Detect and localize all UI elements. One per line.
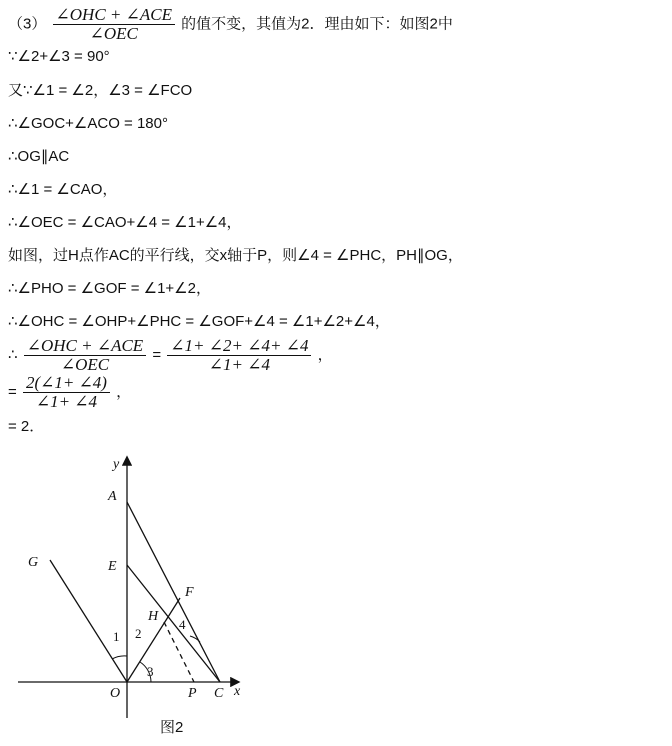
line-11-prefix: ∴: [8, 346, 18, 364]
fraction-left-numerator: ∠OHC + ∠ACE: [24, 337, 146, 356]
label-o: O: [110, 686, 121, 701]
equals-sign: =: [152, 346, 162, 364]
line-12-suffix: ，: [116, 383, 132, 401]
fraction-denominator: ∠OEC: [89, 24, 138, 43]
label-c: C: [214, 686, 224, 701]
line-10: ∴∠OHC = ∠OHP+∠PHC = ∠GOF+∠4 = ∠1+∠2+∠4，: [8, 313, 390, 330]
label-y: y: [113, 457, 120, 472]
label-h: H: [148, 609, 159, 624]
line-8: 如图，过H点作AC的平行线，交x轴于P，则∠4 = ∠PHC，PH∥OG，: [8, 247, 463, 264]
fraction-right: [167, 337, 311, 374]
figure-caption: 图2: [160, 719, 184, 736]
label-g: G: [28, 555, 39, 570]
label-x: x: [234, 684, 241, 699]
fraction-numerator: ∠OHC + ∠ACE: [53, 6, 175, 25]
fraction-ohc-ace-over-oec: [53, 6, 175, 43]
line-1-prefix: （3）: [8, 15, 47, 33]
line-2: ∵∠2+∠3 = 90°: [8, 48, 110, 65]
line-7: ∴∠OEC = ∠CAO+∠4 = ∠1+∠4，: [8, 214, 242, 231]
angle-arc-1: [112, 656, 127, 659]
line-ac: [127, 502, 220, 682]
angle-label-4: 4: [179, 617, 186, 632]
geometry-figure: [0, 446, 672, 746]
line-3: 又∵∠1 = ∠2，∠3 = ∠FCO: [8, 82, 193, 99]
angle-label-1: 1: [113, 629, 120, 644]
line-13: = 2．: [8, 418, 45, 435]
label-e: E: [108, 559, 117, 574]
line-5: ∴OG∥AC: [8, 148, 70, 165]
line-4: ∴∠GOC+∠ACO = 180°: [8, 115, 168, 132]
line-11-suffix: ，: [317, 346, 333, 364]
angle-label-2: 2: [135, 626, 142, 641]
line-1: [8, 6, 453, 43]
fraction-right-numerator: ∠1+ ∠2+ ∠4+ ∠4: [167, 337, 311, 356]
line-9: ∴∠PHO = ∠GOF = ∠1+∠2，: [8, 280, 211, 297]
line-1-suffix: 的值不变，其值为2．理由如下：如图2中: [181, 15, 453, 33]
line-go: [50, 560, 127, 682]
angle-label-3: 3: [147, 664, 154, 679]
fraction-left: [24, 337, 146, 374]
line-6: ∴∠1 = ∠CAO，: [8, 181, 118, 198]
fraction-simplified-denominator: ∠1+ ∠4: [35, 392, 98, 411]
fraction-left-denominator: ∠OEC: [60, 355, 110, 374]
line-12: [8, 374, 131, 411]
label-f: F: [185, 585, 194, 600]
label-a: A: [108, 489, 117, 504]
fraction-simplified: [23, 374, 110, 411]
line-12-prefix: =: [8, 383, 17, 401]
line-11: [8, 337, 333, 374]
line-ec: [127, 565, 220, 682]
fraction-right-denominator: ∠1+ ∠4: [208, 355, 270, 374]
fraction-simplified-numerator: 2(∠1+ ∠4): [23, 374, 110, 393]
label-p: P: [188, 686, 197, 701]
